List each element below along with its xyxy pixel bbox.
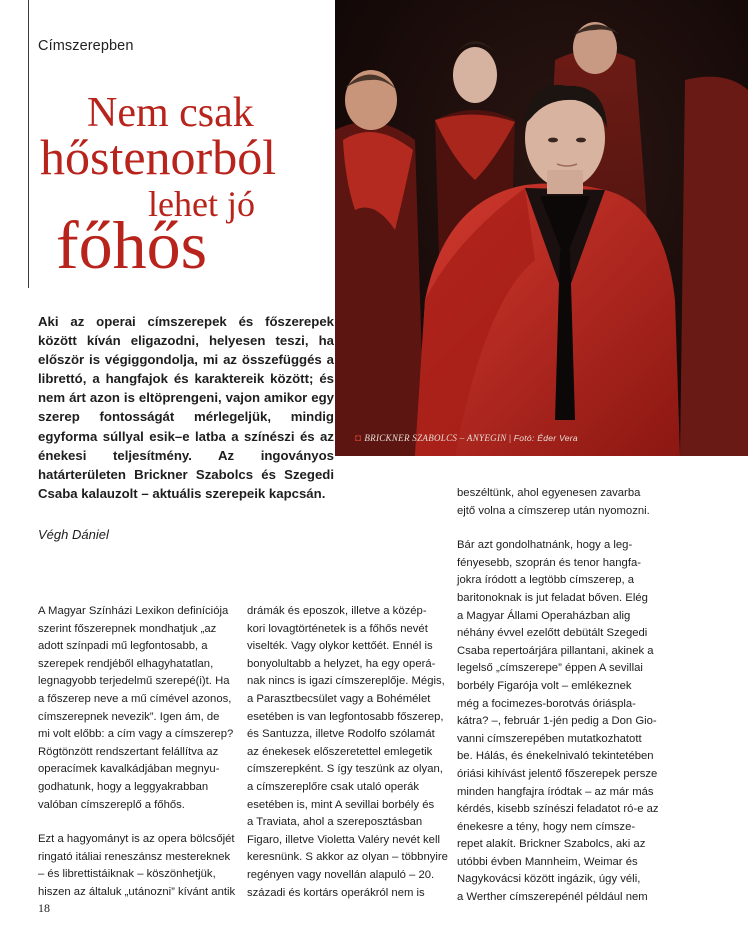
body-line: operacímek kavalkádjában megnyu- <box>38 763 220 776</box>
paragraph-gap <box>38 814 238 831</box>
body-line: be. Hálás, és énekelnivaló tekintetében <box>457 750 654 763</box>
headline-line-4: főhős <box>56 207 208 283</box>
paragraph-gap <box>457 520 679 537</box>
body-line: beszéltünk, ahol egyenesen zavarba <box>457 487 641 499</box>
body-line: Nagykovácsi között ingázik, úgy véli, <box>457 873 641 886</box>
headline-line-2: hőstenorból <box>40 129 277 185</box>
body-line: – és librettistáiknak – köszönhetjük, <box>38 868 216 881</box>
body-line: kérdés, kisebb színészi feladatot ró-e az <box>457 803 659 816</box>
body-line: A Magyar Színházi Lexikon definíciója <box>38 605 229 617</box>
body-column-3 <box>457 485 679 907</box>
body-line: Figaro, illetve Violetta Valéry nevét kell <box>247 833 440 846</box>
body-line: a címszereplőre csak utaló operák <box>247 780 420 793</box>
body-line: esetében is van legfontosabb főszerep, <box>247 710 444 723</box>
page-number: 18 <box>38 901 50 915</box>
body-line: minden hangfajra íródtak – az már más <box>457 785 654 798</box>
body-line: godhatunk, hogy a leggyakrabban <box>38 780 209 793</box>
body-line: viselték. Vagy olykor kettőét. Ennél is <box>247 640 433 653</box>
body-line: borbély Figarója volt – emlékeznek <box>457 679 632 692</box>
lead-line: a librettó, a hangfajok és karaktereik <box>38 352 334 387</box>
body-line: a Magyar Állami Operaházban alig <box>457 609 631 622</box>
body-line: ringató itáliai reneszánsz mestereknek <box>38 850 231 863</box>
lead-line: először is végiggondolja, mi az összefüggés <box>38 352 322 368</box>
lead-line: mérlegeljük, mindig egyforma súllyal <box>38 409 334 444</box>
body-line: címszerepként. S így teszünk az olyan, <box>247 763 443 776</box>
caption-bullet-icon: ◘ <box>355 433 362 444</box>
headline-line-1: Nem csak <box>87 90 254 136</box>
body-line: repet alakít. Brickner Szabolcs, aki az <box>457 838 646 851</box>
body-line: Bár azt gondolhatnánk, hogy a leg- <box>457 539 633 552</box>
lead-line: Aki az operai címszerepek és főszerepek <box>38 314 334 329</box>
body-line: hiszen az általuk „utánozni” kívánt antik <box>38 885 236 898</box>
stage-photo <box>335 0 748 456</box>
body-line: szerint főszerepnek mondhatjuk „az <box>38 622 217 635</box>
body-line: ejtő volna a címszerep után nyomozni. <box>457 504 650 517</box>
body-line: az énekesek előszeretettel emlegetik <box>247 745 433 758</box>
caption-separator: | <box>506 433 514 443</box>
headline-line-3: lehet jó <box>148 184 255 224</box>
body-line: kátra? –, február 1-jén pedig a Don Gio- <box>457 715 657 728</box>
body-line: Csaba repertoárjára pillantani, akinek a <box>457 644 654 657</box>
body-line: regényen vagy novellán alapuló – 20. <box>247 868 435 881</box>
body-column-2 <box>247 603 447 902</box>
body-line: még a focimezes-borotvás óriáspla- <box>457 697 636 710</box>
lead-line: között; és nem árt azon is eltöprengeni, <box>38 371 334 406</box>
stage-photo-illustration <box>335 0 748 456</box>
author-name: Végh Dániel <box>38 527 109 542</box>
caption-credit: Fotó: Éder Vera <box>513 433 578 443</box>
body-line: és Santuzza, illetve Rodolfo szólamát <box>247 728 435 741</box>
body-line: címszerepnek nevezik”. Igen ám, de <box>38 710 220 723</box>
body-line: bonyolultabb a helyzet, ha egy operá- <box>247 657 436 670</box>
body-line: a Werther címszerepénél például nem <box>457 891 648 904</box>
body-line: óriási kihívást jelentő főszerepek persze <box>457 767 658 780</box>
body-line: Ezt a hagyományt is az opera bölcsőjét <box>38 833 235 846</box>
lead-line: kalauzolt – aktuális szerepeik kapcsán. <box>81 485 326 501</box>
body-line: a Traviata, ahol a szereposztásban <box>247 816 423 829</box>
body-line: szerepek rendjéből elhagyhatatlan, <box>38 657 214 670</box>
body-line: adott színpadi mű legfontosabb, a <box>38 640 208 653</box>
body-line: nak nincs is igazi címszereplője. Mégis, <box>247 675 445 688</box>
lead-line: esik–e latba a színészi és az énekesi <box>38 428 334 463</box>
body-line: Rögtönzött rendszertant felállítva az <box>38 745 219 758</box>
lead-paragraph <box>38 312 334 503</box>
lead-line: vajon amikor egy szerep fontosságát <box>38 390 334 425</box>
body-line: drámák és eposzok, illetve a közép- <box>247 605 427 617</box>
body-line: jokra íródott a legtöbb címszerep, a <box>457 574 635 587</box>
body-line: utóbbi évben Mannheim, Weimar és <box>457 855 638 868</box>
lead-line: Brickner Szabolcs és Szegedi Csaba <box>38 466 334 501</box>
body-line: kori lovagtörténetek is a főhős nevét <box>247 622 428 635</box>
caption-name: BRICKNER SZABOLCS – ANYEGIN <box>364 433 507 443</box>
body-line: keresnünk. S akkor az olyan – többnyire <box>247 851 448 864</box>
body-line: századi és kortárs operákról nem is <box>247 886 425 899</box>
body-line: mi volt előbb: a cím vagy a címszerep? <box>38 728 234 741</box>
body-line: néhány évvel ezelőtt debütált Szegedi <box>457 627 648 640</box>
body-line: énekesre a tény, hogy nem címsze- <box>457 820 636 833</box>
photo-caption <box>355 433 578 444</box>
body-line: fényesebb, szoprán és tenor hangfa- <box>457 556 642 569</box>
body-column-1 <box>38 603 238 902</box>
body-line: legnagyobb terjedelmű szerepé(i)t. Ha <box>38 675 230 688</box>
body-line: vanni címszerepében mutatkozhatott <box>457 732 642 745</box>
body-line: baritonoknak is jut feladat bőven. Elég <box>457 591 648 604</box>
lead-line: között kíván eligazodni, helyesen teszi, ha <box>38 333 334 349</box>
body-line: a főszerep neve a mű címével azonos, <box>38 692 232 705</box>
body-line: esetében is, mint A sevillai borbély és <box>247 798 435 811</box>
lead-line: teljesítmény. Az ingoványos határterületen <box>38 447 334 482</box>
section-label: Címszerepben <box>38 38 134 54</box>
body-line: valóban címszereplő a főhős. <box>38 798 185 811</box>
margin-rule <box>28 0 29 288</box>
body-line: a Parasztbecsület vagy a Bohémélet <box>247 692 431 705</box>
body-line: legelső „címszerepe” éppen A sevillai <box>457 662 643 675</box>
